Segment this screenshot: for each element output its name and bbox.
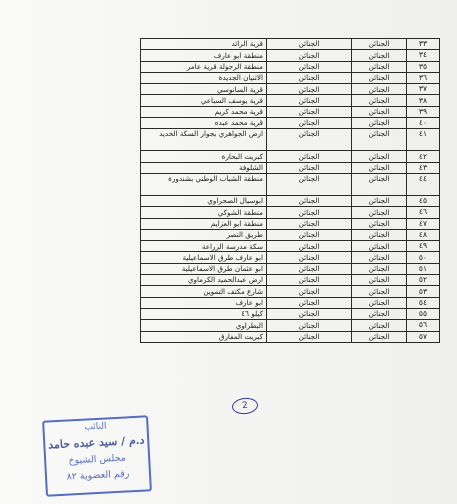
department-cell: الجنائن <box>352 331 407 342</box>
department-cell: الجنائن <box>352 308 407 319</box>
location-cell: منطقة ابو العزايم <box>141 218 267 229</box>
location-cell: منطقة الرجولة قرية عامر <box>141 61 267 72</box>
table-row <box>141 320 440 331</box>
subdepartment-cell: الجنائن <box>267 173 352 195</box>
page-number: 2 <box>231 397 259 416</box>
row-number-cell: ٣٦ <box>407 72 440 83</box>
subdepartment-cell: الجنائن <box>267 162 352 173</box>
row-number-cell: ٤٢ <box>407 151 440 162</box>
location-cell: الاثنيان الجديدة <box>141 72 267 83</box>
location-cell: كبريت المفارق <box>141 331 267 342</box>
row-number-cell: ٤٦ <box>407 207 440 218</box>
location-cell: ارض الجواهري بجوار السكة الحديد <box>141 129 267 151</box>
row-number-cell: ٤٩ <box>407 241 440 252</box>
row-number-cell: ٣٧ <box>407 84 440 95</box>
table-row <box>141 39 440 50</box>
table-row <box>141 151 440 162</box>
location-cell: منطقة الشباب الوطني بشندورة <box>141 173 267 195</box>
department-cell: الجنائن <box>352 84 407 95</box>
row-number-cell: ٣٩ <box>407 106 440 117</box>
location-cell: قرية الرائد <box>141 39 267 50</box>
table-row <box>141 297 440 308</box>
table-row <box>141 241 440 252</box>
row-number-cell: ٥١ <box>407 263 440 274</box>
location-cell: الشلوفة <box>141 162 267 173</box>
table-row <box>141 106 440 117</box>
department-cell: الجنائن <box>352 229 407 240</box>
subdepartment-cell: الجنائن <box>267 218 352 229</box>
table-row <box>141 50 440 61</box>
row-number-cell: ٤٨ <box>407 229 440 240</box>
row-number-cell: ٤٥ <box>407 195 440 206</box>
location-cell: كيلو ٤٦ <box>141 308 267 319</box>
stamp-membership: رقم العضوية ٨٢ <box>66 468 130 483</box>
subdepartment-cell: الجنائن <box>267 95 352 106</box>
row-number-cell: ٥٧ <box>407 331 440 342</box>
table-row <box>141 129 440 151</box>
stamp-name: د.م / سيد عبده حامد <box>47 433 145 452</box>
department-cell: الجنائن <box>352 320 407 331</box>
department-cell: الجنائن <box>352 129 407 151</box>
locations-table <box>140 38 440 343</box>
department-cell: الجنائن <box>352 118 407 129</box>
department-cell: الجنائن <box>352 286 407 297</box>
row-number-cell: ٥٤ <box>407 297 440 308</box>
department-cell: الجنائن <box>352 50 407 61</box>
location-cell: طريق النصر <box>141 229 267 240</box>
table-row <box>141 275 440 286</box>
subdepartment-cell: الجنائن <box>267 297 352 308</box>
table-row <box>141 61 440 72</box>
row-number-cell: ٣٣ <box>407 39 440 50</box>
row-number-cell: ٥٠ <box>407 252 440 263</box>
row-number-cell: ٣٨ <box>407 95 440 106</box>
table-row <box>141 173 440 195</box>
table-row <box>141 218 440 229</box>
stamp-title: النائب <box>84 421 107 433</box>
table-row <box>141 162 440 173</box>
department-cell: الجنائن <box>352 195 407 206</box>
department-cell: الجنائن <box>352 151 407 162</box>
row-number-cell: ٤٠ <box>407 118 440 129</box>
subdepartment-cell: الجنائن <box>267 118 352 129</box>
subdepartment-cell: الجنائن <box>267 241 352 252</box>
subdepartment-cell: الجنائن <box>267 229 352 240</box>
subdepartment-cell: الجنائن <box>267 50 352 61</box>
row-number-cell: ٥٢ <box>407 275 440 286</box>
row-number-cell: ٤٣ <box>407 162 440 173</box>
stamp-council: مجلس الشيوخ <box>68 452 127 467</box>
subdepartment-cell: الجنائن <box>267 61 352 72</box>
table-row <box>141 331 440 342</box>
department-cell: الجنائن <box>352 39 407 50</box>
location-cell: كبريت البحارة <box>141 151 267 162</box>
subdepartment-cell: الجنائن <box>267 84 352 95</box>
subdepartment-cell: الجنائن <box>267 129 352 151</box>
department-cell: الجنائن <box>352 252 407 263</box>
table-row <box>141 252 440 263</box>
subdepartment-cell: الجنائن <box>267 320 352 331</box>
subdepartment-cell: الجنائن <box>267 286 352 297</box>
table-row <box>141 118 440 129</box>
table-row <box>141 84 440 95</box>
subdepartment-cell: الجنائن <box>267 252 352 263</box>
department-cell: الجنائن <box>352 297 407 308</box>
location-cell: ابو عارف طرق الاسماعيلية <box>141 252 267 263</box>
location-cell: شارع مكتف التموين <box>141 286 267 297</box>
table-row <box>141 195 440 206</box>
row-number-cell: ٥٥ <box>407 308 440 319</box>
location-cell: البطراوي <box>141 320 267 331</box>
table-row <box>141 263 440 274</box>
subdepartment-cell: الجنائن <box>267 151 352 162</box>
location-cell: قرية محمد كريم <box>141 106 267 117</box>
table-row <box>141 72 440 83</box>
location-cell: قرية يوسف السباعي <box>141 95 267 106</box>
location-cell: منطقة ابو عارف <box>141 50 267 61</box>
table-row <box>141 286 440 297</box>
department-cell: الجنائن <box>352 263 407 274</box>
row-number-cell: ٣٥ <box>407 61 440 72</box>
department-cell: الجنائن <box>352 173 407 195</box>
location-cell: ابو عثمان طرق الاسماعيلية <box>141 263 267 274</box>
row-number-cell: ٥٣ <box>407 286 440 297</box>
location-cell: منطقة الشوكي <box>141 207 267 218</box>
department-cell: الجنائن <box>352 207 407 218</box>
subdepartment-cell: الجنائن <box>267 195 352 206</box>
department-cell: الجنائن <box>352 275 407 286</box>
location-cell: قرية السانوسي <box>141 84 267 95</box>
table-row <box>141 95 440 106</box>
department-cell: الجنائن <box>352 106 407 117</box>
row-number-cell: ٤٤ <box>407 173 440 195</box>
table-row <box>141 229 440 240</box>
subdepartment-cell: الجنائن <box>267 39 352 50</box>
department-cell: الجنائن <box>352 218 407 229</box>
subdepartment-cell: الجنائن <box>267 72 352 83</box>
table-row <box>141 207 440 218</box>
subdepartment-cell: الجنائن <box>267 275 352 286</box>
subdepartment-cell: الجنائن <box>267 106 352 117</box>
row-number-cell: ٤١ <box>407 129 440 151</box>
department-cell: الجنائن <box>352 61 407 72</box>
location-cell: سكة مدرسة الزراعة <box>141 241 267 252</box>
subdepartment-cell: الجنائن <box>267 263 352 274</box>
row-number-cell: ٣٤ <box>407 50 440 61</box>
location-cell: ابوسيال الصحراوي <box>141 195 267 206</box>
row-number-cell: ٥٦ <box>407 320 440 331</box>
subdepartment-cell: الجنائن <box>267 207 352 218</box>
table-row <box>141 308 440 319</box>
department-cell: الجنائن <box>352 162 407 173</box>
department-cell: الجنائن <box>352 95 407 106</box>
subdepartment-cell: الجنائن <box>267 331 352 342</box>
subdepartment-cell: الجنائن <box>267 308 352 319</box>
location-cell: ارض عبدالحميد الكرماوي <box>141 275 267 286</box>
locations-table-body <box>141 39 440 343</box>
department-cell: الجنائن <box>352 241 407 252</box>
row-number-cell: ٤٧ <box>407 218 440 229</box>
location-cell: ابو عارف <box>141 297 267 308</box>
location-cell: قرية محمد عبده <box>141 118 267 129</box>
official-stamp <box>42 415 152 496</box>
department-cell: الجنائن <box>352 72 407 83</box>
